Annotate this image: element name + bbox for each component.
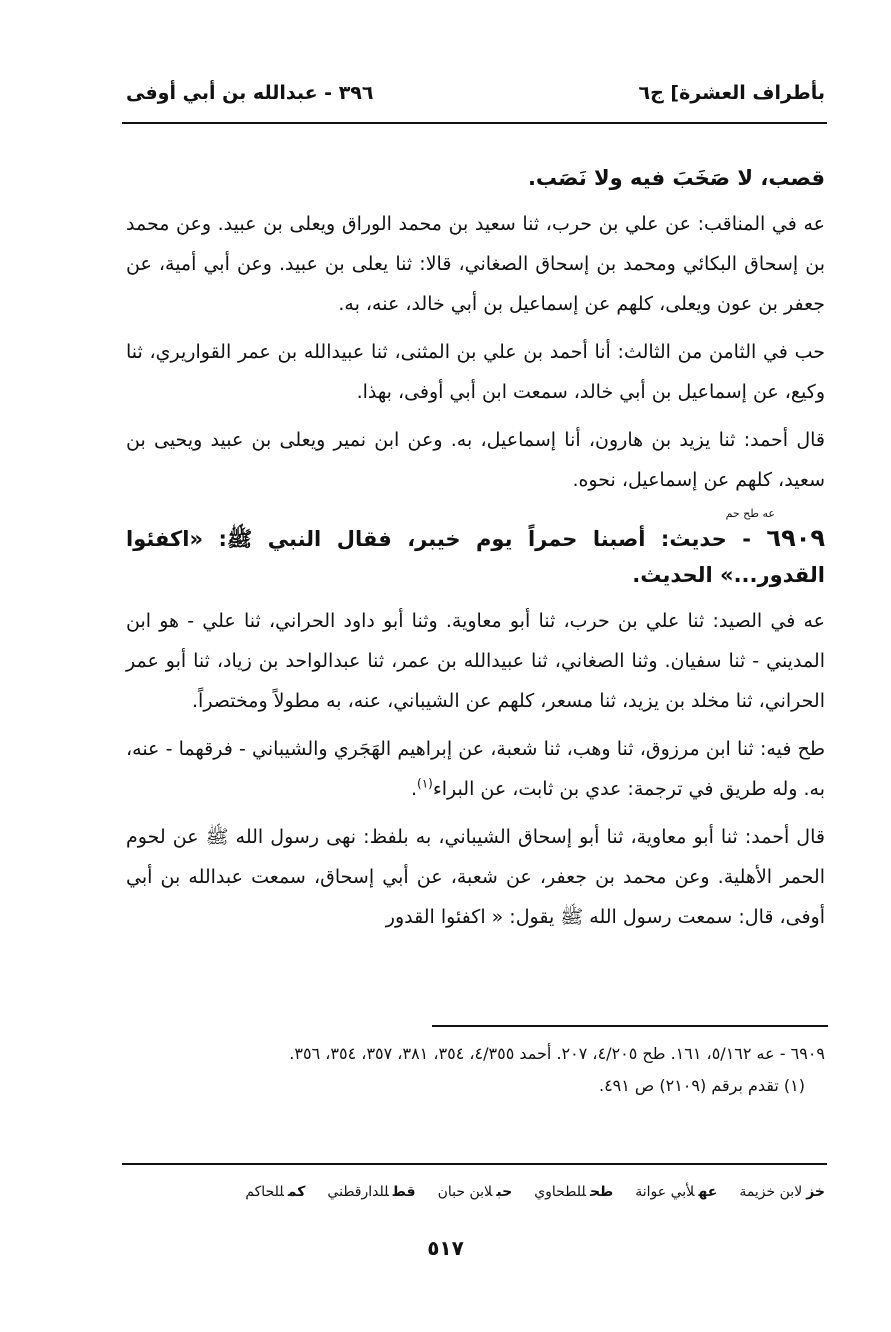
main-text: [126, 158, 825, 945]
chapter-title: ٣٩٦ - عبدالله بن أبي أوفى: [126, 82, 374, 104]
abbrev-item: [438, 1180, 513, 1204]
hadith-text: - حديث: أصبنا حمراً يوم خيبر، فقال النبي ﷺ: «اكفئوا القدور...» الحديث.: [126, 527, 825, 587]
abbrev-code: عه: [698, 1184, 718, 1200]
abbrev-code: حب: [496, 1184, 513, 1200]
footnote-1: (١) تقدم برقم (٢١٠٩) ص ٤٩١.: [598, 1076, 805, 1095]
abbrev-item: [534, 1180, 613, 1204]
paragraph-1: عه في المناقب: عن علي بن حرب، ثنا سعيد بن محمد الوراق ويعلى بن عبيد. وعن محمد بن إسحاق البكائي ومحمد بن إسحاق الصغاني، قالا: ثنا يعلى بن عبيد. وعن أبي أمية، عن جعفر بن عون ويعلى، كلهم عن إسماعيل بن أبي خالد، عنه، به.: [126, 213, 825, 315]
running-header: [126, 78, 825, 108]
abbrev-meaning: لابن خزيمة: [739, 1184, 803, 1200]
abbreviation-divider: [122, 1163, 827, 1165]
abbrev-item: [245, 1180, 305, 1204]
hadith-heading: [126, 508, 825, 593]
abbreviation-key: [126, 1180, 825, 1204]
abbrev-code: خز: [806, 1184, 825, 1200]
header-divider: [122, 122, 827, 124]
paragraph-5-text: طح فيه: ثنا ابن مرزوق، ثنا وهب، ثنا شعبة، عن إبراهيم الهَجَري والشيباني - فرقهما - عنه، به. وله طريق في ترجمة: عدي بن ثابت، عن البراء: [126, 738, 825, 800]
book-title: بأطراف العشرة] ج٦: [638, 82, 825, 104]
abbrev-item: [635, 1180, 717, 1204]
footnote-sources: ٦٩٠٩ - عه ٥/١٦٢، ١٦١. طح ٤/٢٠٥، ٢٠٧. أحمد ٤/٣٥٥، ٣٥٤، ٣٨١، ٣٥٧، ٣٥٤، ٣٥٦.: [289, 1044, 825, 1063]
abbrev-item: [327, 1180, 415, 1204]
paragraph-3: قال أحمد: ثنا يزيد بن هارون، أنا إسماعيل، به. وعن ابن نمير ويعلى بن عبيد ويحيى بن سعيد، كلهم عن إسماعيل، نحوه.: [126, 429, 825, 491]
paragraph-6: قال أحمد: ثنا أبو معاوية، ثنا أبو إسحاق الشيباني، به بلفظ: نهى رسول الله ﷺ عن لحوم الحمر الأهلية. وعن محمد بن جعفر، عن شعبة، عن أبي إسحاق، سمعت عبدالله بن أبي أوفى، قال: سمعت رسول الله ﷺ يقول: « اكفئوا القدور: [126, 826, 825, 928]
opening-line: قصب، لا صَخَبَ فيه ولا نَصَب.: [527, 166, 825, 190]
abbrev-code: طح: [589, 1184, 614, 1200]
footnote-ref: (١): [417, 776, 433, 791]
hadith-number: ٦٩٠٩: [766, 524, 826, 552]
paragraph-4: عه في الصيد: ثنا علي بن حرب، ثنا أبو معاوية. وثنا أبو داود الحراني، ثنا علي - هو ابن المديني - ثنا سفيان. وثنا الصغاني، ثنا عبيدالله بن عمر، ثنا عبدالواحد بن زياد، ثنا أبو عمر الحراني، ثنا مخلد بن يزيد، ثنا مسعر، كلهم عن الشيباني، عنه، به مطولاً ومختصراً.: [126, 610, 825, 712]
abbrev-meaning: لابن حبان: [437, 1184, 493, 1200]
abbrev-item: [739, 1180, 825, 1204]
hadith-source-marks: عه طح حم: [725, 507, 775, 520]
footnote-divider: [432, 1025, 828, 1027]
paragraph-5: طح فيه: ثنا ابن مرزوق، ثنا وهب، ثنا شعبة، عن إبراهيم الهَجَري والشيباني - فرقهما - عنه، به. وله طريق في ترجمة: عدي بن ثابت، عن البراء$^{(١)}$.: [126, 738, 825, 800]
abbrev-meaning: للدارقطني: [327, 1184, 389, 1200]
abbrev-code: قط: [392, 1184, 416, 1200]
abbrev-code: كم: [287, 1184, 306, 1200]
page-number: ٥١٧: [427, 1236, 464, 1260]
abbrev-meaning: للطحاوي: [534, 1184, 586, 1200]
paragraph-2: حب في الثامن من الثالث: أنا أحمد بن علي بن المثنى، ثنا عبيدالله بن عمر القواريري، ثنا وكيع، عن إسماعيل بن أبي خالد، سمعت ابن أبي أوفى، بهذا.: [126, 341, 825, 403]
footnotes: [126, 1038, 825, 1102]
abbrev-meaning: للحاكم: [245, 1184, 284, 1200]
abbrev-meaning: لأبي عوانة: [635, 1184, 695, 1200]
